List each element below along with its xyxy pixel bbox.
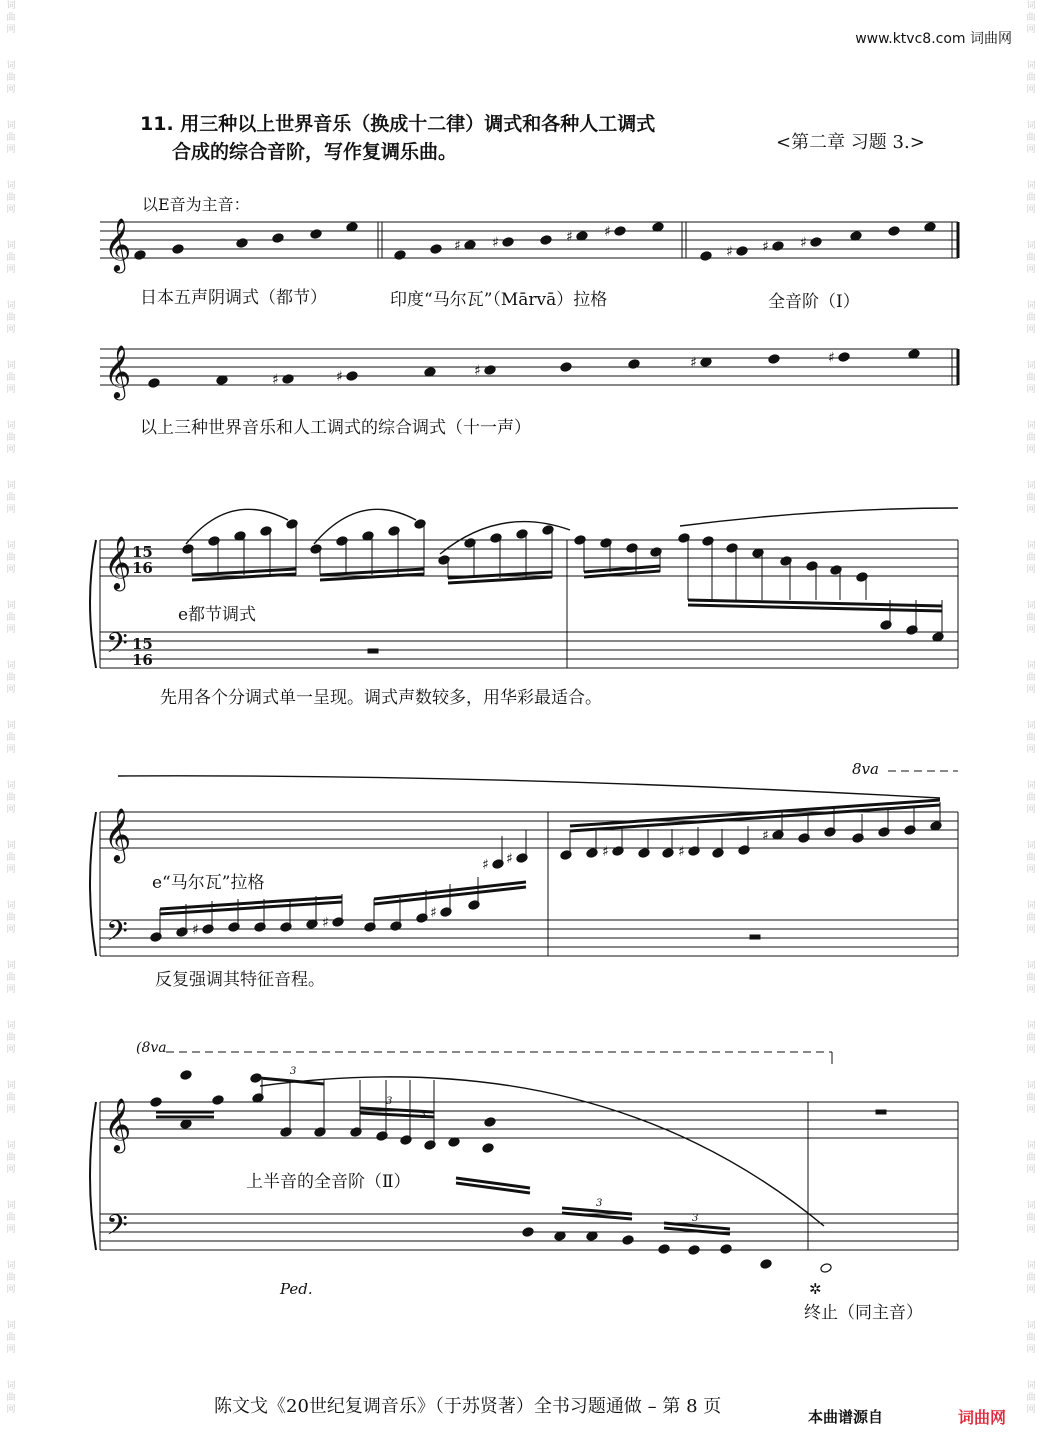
- watermark-glyph: 曲: [6, 73, 16, 83]
- watermark-glyph: 网: [6, 745, 16, 755]
- watermark-glyph: 曲: [6, 433, 16, 443]
- system2-ottava: 8va: [852, 760, 879, 778]
- watermark-glyph: 词: [6, 1141, 16, 1151]
- chapter-reference: <第二章 习题 3.>: [776, 132, 925, 153]
- watermark-glyph: 网: [1026, 745, 1036, 755]
- watermark-glyph: 词: [6, 601, 16, 611]
- scale-intro: 以E音为主音：: [142, 195, 250, 214]
- watermark-glyph: 词: [6, 301, 16, 311]
- notehead: [614, 226, 626, 237]
- watermark-glyph: 曲: [1026, 973, 1036, 983]
- watermark-glyph: 网: [1026, 445, 1036, 455]
- bass-clef: 𝄢: [106, 1209, 128, 1249]
- notehead: [720, 1244, 732, 1255]
- notehead: [820, 1263, 832, 1274]
- notehead: [172, 244, 184, 255]
- watermark-glyph: 网: [6, 1045, 16, 1055]
- watermark-glyph: 词: [1026, 1381, 1036, 1391]
- watermark-glyph: 曲: [6, 313, 16, 323]
- watermark-glyph: 词: [1026, 301, 1036, 311]
- watermark-glyph: 网: [6, 1405, 16, 1415]
- time-sig-den: 16: [132, 559, 153, 577]
- sharp-sign: ♯: [272, 372, 279, 388]
- notehead: [310, 229, 322, 240]
- notehead: [484, 1117, 496, 1128]
- notehead: [502, 237, 514, 248]
- whole-rest: [876, 1110, 886, 1114]
- notehead: [658, 1244, 670, 1255]
- sharp-sign: ♯: [762, 239, 769, 255]
- notehead: [760, 1259, 772, 1270]
- watermark-glyph: 曲: [6, 493, 16, 503]
- watermark-glyph: 网: [1026, 1045, 1036, 1055]
- notehead: [134, 250, 146, 261]
- watermark-glyph: 网: [1026, 25, 1036, 35]
- sharp-sign: ♯: [604, 224, 611, 240]
- notehead: [772, 241, 784, 252]
- tuplet-number: 3: [596, 1198, 603, 1209]
- tuplet-number: 3: [692, 1213, 699, 1224]
- watermark-glyph: 词: [6, 1261, 16, 1271]
- watermark-glyph: 网: [1026, 985, 1036, 995]
- watermark-glyph: 曲: [6, 1273, 16, 1283]
- system1-label: e都节调式: [178, 605, 257, 625]
- watermark-glyph: 词: [6, 721, 16, 731]
- watermark-glyph: 词: [6, 121, 16, 131]
- notehead: [272, 233, 284, 244]
- watermark-glyph: 曲: [6, 613, 16, 623]
- watermark-glyph: 词: [1026, 421, 1036, 431]
- watermark-glyph: 网: [1026, 685, 1036, 695]
- watermark-glyph: 网: [6, 925, 16, 935]
- watermark-glyph: 网: [1026, 805, 1036, 815]
- notehead: [888, 226, 900, 237]
- watermark-glyph: 曲: [1026, 433, 1036, 443]
- brand-logo-text: 词曲网: [958, 1408, 1007, 1427]
- notehead: [736, 246, 748, 257]
- watermark-glyph: 网: [6, 505, 16, 515]
- notehead: [560, 362, 572, 373]
- watermark-glyph: 词: [6, 1, 16, 11]
- watermark-glyph: 曲: [1026, 253, 1036, 263]
- watermark-glyph: 曲: [6, 193, 16, 203]
- watermark-glyph: 曲: [6, 913, 16, 923]
- notehead: [540, 235, 552, 246]
- notehead: [484, 365, 496, 376]
- watermark-glyph: 网: [1026, 325, 1036, 335]
- watermark-glyph: 曲: [6, 133, 16, 143]
- notehead: [838, 352, 850, 363]
- watermark-glyph: 曲: [1026, 553, 1036, 563]
- watermark-glyph: 曲: [1026, 913, 1036, 923]
- watermark-glyph: 词: [1026, 661, 1036, 671]
- watermark-glyph: 曲: [6, 733, 16, 743]
- watermark-glyph: 曲: [1026, 1153, 1036, 1163]
- sharp-sign: ♯: [800, 235, 807, 251]
- watermark-glyph: 网: [6, 1165, 16, 1175]
- watermark-glyph: 词: [1026, 181, 1036, 191]
- watermark-glyph: 词: [6, 661, 16, 671]
- watermark-glyph: 曲: [1026, 613, 1036, 623]
- watermark-glyph: 词: [6, 181, 16, 191]
- watermark-glyph: 网: [6, 685, 16, 695]
- exercise-line-1: 11. 用三种以上世界音乐（换成十二律）调式和各种人工调式: [140, 113, 656, 135]
- source-note: 本曲谱源自: [808, 1408, 884, 1426]
- bass-clef: 𝄢: [106, 915, 128, 955]
- system3-label: 上半音的全音阶（Ⅱ）: [246, 1172, 411, 1192]
- watermark-glyph: 曲: [1026, 1213, 1036, 1223]
- watermark-glyph: 网: [6, 1285, 16, 1295]
- watermark-glyph: 词: [6, 241, 16, 251]
- watermark-glyph: 网: [6, 1105, 16, 1115]
- watermark-glyph: 词: [1026, 241, 1036, 251]
- page-footer: 陈文戈《20世纪复调音乐》（于苏贤著）全书习题通做 – 第 8 页: [214, 1396, 722, 1417]
- watermark-glyph: 曲: [6, 1393, 16, 1403]
- watermark-glyph: 网: [1026, 1165, 1036, 1175]
- notehead: [148, 378, 160, 389]
- watermark-glyph: 曲: [1026, 373, 1036, 383]
- watermark-glyph: 网: [1026, 1405, 1036, 1415]
- watermark-glyph: 词: [1026, 721, 1036, 731]
- watermark-glyph: 曲: [6, 673, 16, 683]
- watermark-glyph: 曲: [6, 793, 16, 803]
- mode-label-whole-tone-1: 全音阶（Ⅰ）: [768, 292, 860, 312]
- tuplet-number: 3: [290, 1066, 297, 1077]
- watermark-glyph: 曲: [1026, 493, 1036, 503]
- watermark-glyph: 词: [1026, 1021, 1036, 1031]
- treble-clef: 𝄞: [104, 807, 132, 861]
- mode-label-marva-raga: 印度“马尔瓦”（Mārvā）拉格: [390, 290, 608, 310]
- mode-label-miyako-bushi: 日本五声阴调式（都节）: [140, 288, 327, 308]
- watermark-glyph: 网: [1026, 1285, 1036, 1295]
- notehead: [622, 1235, 634, 1246]
- watermark-glyph: 词: [6, 61, 16, 71]
- watermark-glyph: 词: [6, 901, 16, 911]
- watermark-glyph: 网: [6, 865, 16, 875]
- watermark-glyph: 曲: [6, 1213, 16, 1223]
- watermark-glyph: 网: [6, 625, 16, 635]
- sharp-sign: ♯: [322, 915, 329, 931]
- notehead: [688, 1245, 700, 1256]
- watermark-glyph: 词: [1026, 361, 1036, 371]
- watermark-glyph: 曲: [6, 373, 16, 383]
- tuplet-number: 3: [420, 1110, 427, 1121]
- watermark-glyph: 词: [6, 1321, 16, 1331]
- watermark-glyph: 网: [1026, 85, 1036, 95]
- watermark-glyph: 曲: [1026, 673, 1036, 683]
- watermark-glyph: 曲: [6, 1033, 16, 1043]
- ending-caption: 终止（同主音）: [804, 1303, 923, 1323]
- watermark-glyph: 曲: [6, 1333, 16, 1343]
- system2-caption: 反复强调其特征音程。: [155, 970, 325, 990]
- slur: [680, 508, 958, 526]
- time-sig-num: 15: [132, 635, 153, 653]
- watermark-glyph: 词: [1026, 601, 1036, 611]
- treble-clef: 𝄞: [104, 535, 132, 589]
- sharp-sign: ♯: [828, 350, 835, 366]
- sharp-sign: ♯: [678, 844, 685, 860]
- watermark-glyph: 网: [6, 265, 16, 275]
- watermark-glyph: 词: [1026, 1081, 1036, 1091]
- watermark-glyph: 词: [6, 361, 16, 371]
- watermark-glyph: 网: [1026, 625, 1036, 635]
- watermark-glyph: 词: [1026, 901, 1036, 911]
- sharp-sign: ♯: [762, 828, 769, 844]
- watermark-glyph: 曲: [1026, 1273, 1036, 1283]
- watermark-glyph: 曲: [1026, 193, 1036, 203]
- watermark-glyph: 词: [1026, 1261, 1036, 1271]
- sharp-sign: ♯: [430, 905, 437, 921]
- notehead: [150, 1097, 162, 1108]
- watermark-glyph: 网: [1026, 1345, 1036, 1355]
- brace: [90, 540, 96, 668]
- treble-clef: 𝄞: [104, 1097, 132, 1151]
- watermark-glyph: 曲: [1026, 1093, 1036, 1103]
- notehead: [282, 374, 294, 385]
- sharp-sign: ♯: [602, 844, 609, 860]
- watermark-glyph: 网: [6, 565, 16, 575]
- watermark-glyph: 词: [1026, 961, 1036, 971]
- watermark-glyph: 网: [6, 25, 16, 35]
- watermark-glyph: 曲: [1026, 1033, 1036, 1043]
- tuplet-number: 3: [386, 1096, 393, 1107]
- notehead: [628, 359, 640, 370]
- whole-rest: [750, 935, 760, 939]
- watermark-glyph: 曲: [6, 973, 16, 983]
- watermark-glyph: 网: [1026, 865, 1036, 875]
- watermark-glyph: 曲: [1026, 1393, 1036, 1403]
- brace: [90, 1102, 96, 1250]
- watermark-glyph: 曲: [6, 853, 16, 863]
- watermark-glyph: 词: [1026, 1201, 1036, 1211]
- watermark-glyph: 词: [1026, 841, 1036, 851]
- sharp-sign: ♯: [506, 851, 513, 867]
- watermark-glyph: 网: [6, 445, 16, 455]
- watermark-glyph: 网: [6, 145, 16, 155]
- watermark-glyph: 网: [1026, 1225, 1036, 1235]
- treble-clef: 𝄞: [104, 344, 132, 398]
- watermark-glyph: 网: [6, 805, 16, 815]
- sharp-sign: ♯: [192, 922, 199, 938]
- watermark-glyph: 曲: [1026, 1333, 1036, 1343]
- system3-ottava: (8va: [136, 1040, 167, 1056]
- sharp-sign: ♯: [566, 229, 573, 245]
- beam: [570, 805, 940, 831]
- beam: [260, 1078, 324, 1084]
- watermark-glyph: 曲: [1026, 133, 1036, 143]
- watermark-glyph: 词: [6, 1081, 16, 1091]
- whole-rest: [368, 649, 378, 653]
- watermark-glyph: 词: [6, 481, 16, 491]
- sharp-sign: ♯: [454, 238, 461, 254]
- time-sig-num: 15: [132, 543, 153, 561]
- system1-caption: 先用各个分调式单一呈现。调式声数较多，用华彩最适合。: [160, 688, 602, 708]
- watermark-glyph: 网: [1026, 1105, 1036, 1115]
- watermark-glyph: 网: [6, 85, 16, 95]
- notehead: [236, 238, 248, 249]
- notehead: [346, 371, 358, 382]
- exercise-line-2: 合成的综合音阶，写作复调乐曲。: [172, 141, 458, 163]
- watermark-glyph: 网: [1026, 265, 1036, 275]
- watermark-glyph: 词: [6, 1021, 16, 1031]
- watermark-glyph: 词: [1026, 61, 1036, 71]
- notehead: [180, 1070, 192, 1081]
- watermark-glyph: 词: [6, 1201, 16, 1211]
- watermark-glyph: 词: [1026, 481, 1036, 491]
- watermark-glyph: 词: [1026, 781, 1036, 791]
- watermark-glyph: 曲: [1026, 13, 1036, 23]
- notehead: [212, 1095, 224, 1106]
- notehead: [430, 244, 442, 255]
- brace: [90, 812, 96, 956]
- watermark-glyph: 词: [6, 781, 16, 791]
- sharp-sign: ♯: [492, 235, 499, 251]
- beam: [570, 800, 940, 826]
- notehead: [482, 1143, 494, 1154]
- watermark-glyph: 词: [6, 421, 16, 431]
- watermark-glyph: 网: [6, 1225, 16, 1235]
- notehead: [768, 354, 780, 365]
- watermark-glyph: 网: [1026, 145, 1036, 155]
- site-header: www.ktvc8.com 词曲网: [855, 31, 1012, 47]
- watermark-glyph: 网: [6, 385, 16, 395]
- watermark-glyph: 词: [6, 841, 16, 851]
- watermark-glyph: 网: [1026, 565, 1036, 575]
- watermark-glyph: 曲: [6, 553, 16, 563]
- composite-mode-label: 以上三种世界音乐和人工调式的综合调式（十一声）: [140, 418, 531, 438]
- watermark-glyph: 网: [6, 985, 16, 995]
- notehead: [700, 251, 712, 262]
- watermark-glyph: 词: [6, 1381, 16, 1391]
- watermark-glyph: 词: [1026, 121, 1036, 131]
- watermark-glyph: 曲: [6, 1093, 16, 1103]
- watermark-glyph: 网: [1026, 205, 1036, 215]
- bass-clef: 𝄢: [106, 627, 128, 667]
- watermark-glyph: 词: [1026, 1, 1036, 11]
- slur: [118, 776, 940, 798]
- watermark-glyph: 网: [1026, 505, 1036, 515]
- time-sig-den: 16: [132, 651, 153, 669]
- pedal-release-mark: ✲: [809, 1280, 822, 1298]
- watermark-glyph: 曲: [6, 13, 16, 23]
- sharp-sign: ♯: [482, 857, 489, 873]
- watermark-glyph: 网: [1026, 385, 1036, 395]
- watermark-glyph: 曲: [6, 1153, 16, 1163]
- slur: [260, 1077, 824, 1226]
- watermark-glyph: 网: [6, 1345, 16, 1355]
- watermark-glyph: 词: [6, 961, 16, 971]
- sharp-sign: ♯: [726, 244, 733, 260]
- watermark-glyph: 词: [1026, 541, 1036, 551]
- watermark-glyph: 网: [6, 325, 16, 335]
- watermark-glyph: 曲: [1026, 853, 1036, 863]
- pedal-mark: Ped.: [280, 1280, 313, 1298]
- sharp-sign: ♯: [690, 355, 697, 371]
- watermark-glyph: 曲: [1026, 313, 1036, 323]
- watermark-glyph: 网: [1026, 925, 1036, 935]
- watermark-glyph: 曲: [1026, 733, 1036, 743]
- system2-label: e“马尔瓦”拉格: [152, 873, 265, 893]
- notehead: [522, 1227, 534, 1238]
- treble-clef: 𝄞: [104, 217, 132, 271]
- watermark-glyph: 词: [6, 541, 16, 551]
- watermark-glyph: 曲: [1026, 73, 1036, 83]
- sharp-sign: ♯: [336, 369, 343, 385]
- watermark-glyph: 网: [6, 205, 16, 215]
- watermark-glyph: 曲: [6, 253, 16, 263]
- watermark-glyph: 词: [1026, 1321, 1036, 1331]
- notehead: [394, 250, 406, 261]
- watermark-glyph: 词: [1026, 1141, 1036, 1151]
- notehead: [810, 237, 822, 248]
- watermark-glyph: 曲: [1026, 793, 1036, 803]
- sharp-sign: ♯: [474, 363, 481, 379]
